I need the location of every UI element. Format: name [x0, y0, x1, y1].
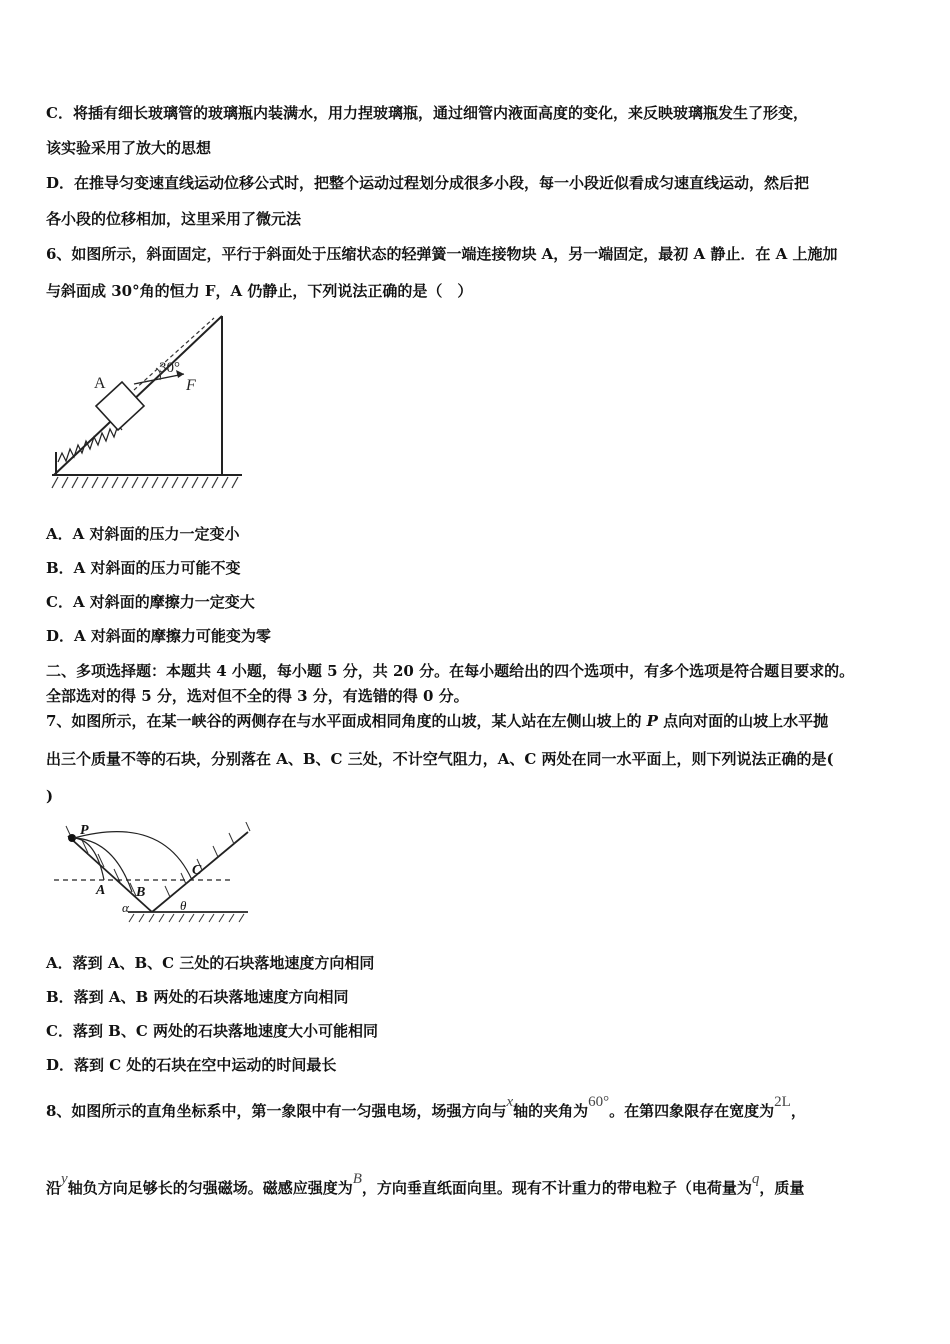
q6-option-b: B．A 对斜面的压力可能不变 — [46, 559, 241, 577]
q6-stem-line2: 与斜面成 30°角的恒力 F，A 仍静止，下列说法正确的是（ ） — [46, 282, 473, 300]
label-c: C — [192, 863, 202, 878]
var-y: y — [61, 1171, 68, 1187]
q7-option-a: A．落到 A、B、C 三处的石块落地速度方向相同 — [46, 954, 375, 972]
q5-option-c-line1: C．将插有细长玻璃管的玻璃瓶内装满水，用力捏玻璃瓶，通过细管内液面高度的变化，来反映玻璃瓶发生了形变， — [46, 104, 808, 122]
val-2l: 2L — [774, 1094, 791, 1110]
angle-30-label: 30° — [159, 360, 180, 376]
q8-stem-line1: 8、如图所示的直角坐标系中，第一象限中有一匀强电场，场强方向与x轴的夹角为60°。在第四象限存在宽度为2L， — [46, 1094, 806, 1120]
right-slope-hatching — [165, 822, 250, 897]
incline-surface — [54, 316, 222, 475]
force-f-label: F — [186, 377, 196, 394]
q6-option-c: C．A 对斜面的摩擦力一定变大 — [46, 593, 255, 611]
spring — [58, 425, 122, 462]
label-p: P — [80, 823, 89, 838]
q7-option-b: B．落到 A、B 两处的石块落地速度方向相同 — [46, 988, 349, 1006]
q7-stem-line2: 出三个质量不等的石块，分别落在 A、B、C 三处，不计空气阻力，A、C 两处在同一水平面上，则下列说法正确的是( — [46, 750, 834, 768]
q7-stem-line3: ) — [46, 787, 54, 805]
var-b: B — [352, 1171, 362, 1187]
q7-valley-figure — [52, 822, 260, 926]
q6-option-a: A．A 对斜面的压力一定变小 — [46, 525, 240, 543]
var-x: x — [506, 1094, 514, 1110]
q5-option-d-line1: D．在推导匀变速直线运动位移公式时，把整个运动过程划分成很多小段，每一小段近似看成匀速直线运动，然后把 — [46, 174, 810, 192]
q6-option-d: D．A 对斜面的摩擦力可能变为零 — [46, 627, 271, 645]
q7-option-c: C．落到 B、C 两处的石块落地速度大小可能相同 — [46, 1022, 379, 1040]
section2-heading-line2: 全部选对的得 5 分，选对但不全的得 3 分，有选错的得 0 分。 — [46, 687, 469, 705]
label-theta: θ — [180, 898, 187, 913]
trajectory-c — [74, 832, 192, 880]
left-slope — [68, 836, 152, 912]
var-q: q — [751, 1171, 760, 1187]
label-b: B — [136, 885, 146, 900]
q6-stem-line1: 6、如图所示，斜面固定，平行于斜面处于压缩状态的轻弹簧一端连接物块 A，另一端固定，最初 A 静止．在 A 上施加 — [46, 245, 838, 263]
q7-stem-line1: 7、如图所示，在某一峡谷的两侧存在与水平面成相同角度的山坡，某人站在左侧山坡上的 P 点向对面的山坡上水平抛 — [46, 712, 829, 730]
valley-ground-hatching — [129, 914, 244, 922]
incline-dashed-line — [134, 318, 214, 390]
q8-stem-line2: 沿y轴负方向足够长的匀强磁场。磁感应强度为B，方向垂直纸面向里。现有不计重力的带电粒子（电荷量为q，质量 — [46, 1171, 805, 1197]
ground-hatching — [52, 477, 238, 488]
label-a: A — [96, 883, 106, 898]
q6-incline-figure — [44, 312, 256, 502]
q5-option-d-line2: 各小段的位移相加，这里采用了微元法 — [46, 210, 302, 228]
block-a-label: A — [94, 375, 106, 392]
val-60-degrees: 60° — [588, 1094, 610, 1110]
q5-option-c-line2: 该实验采用了放大的思想 — [46, 139, 212, 157]
q7-option-d: D．落到 C 处的石块在空中运动的时间最长 — [46, 1056, 337, 1074]
label-alpha: α — [122, 900, 129, 915]
section2-heading-line1: 二、多项选择题：本题共 4 小题，每小题 5 分，共 20 分。在每小题给出的四个选项中，有多个选项是符合题目要求的。 — [46, 662, 855, 680]
